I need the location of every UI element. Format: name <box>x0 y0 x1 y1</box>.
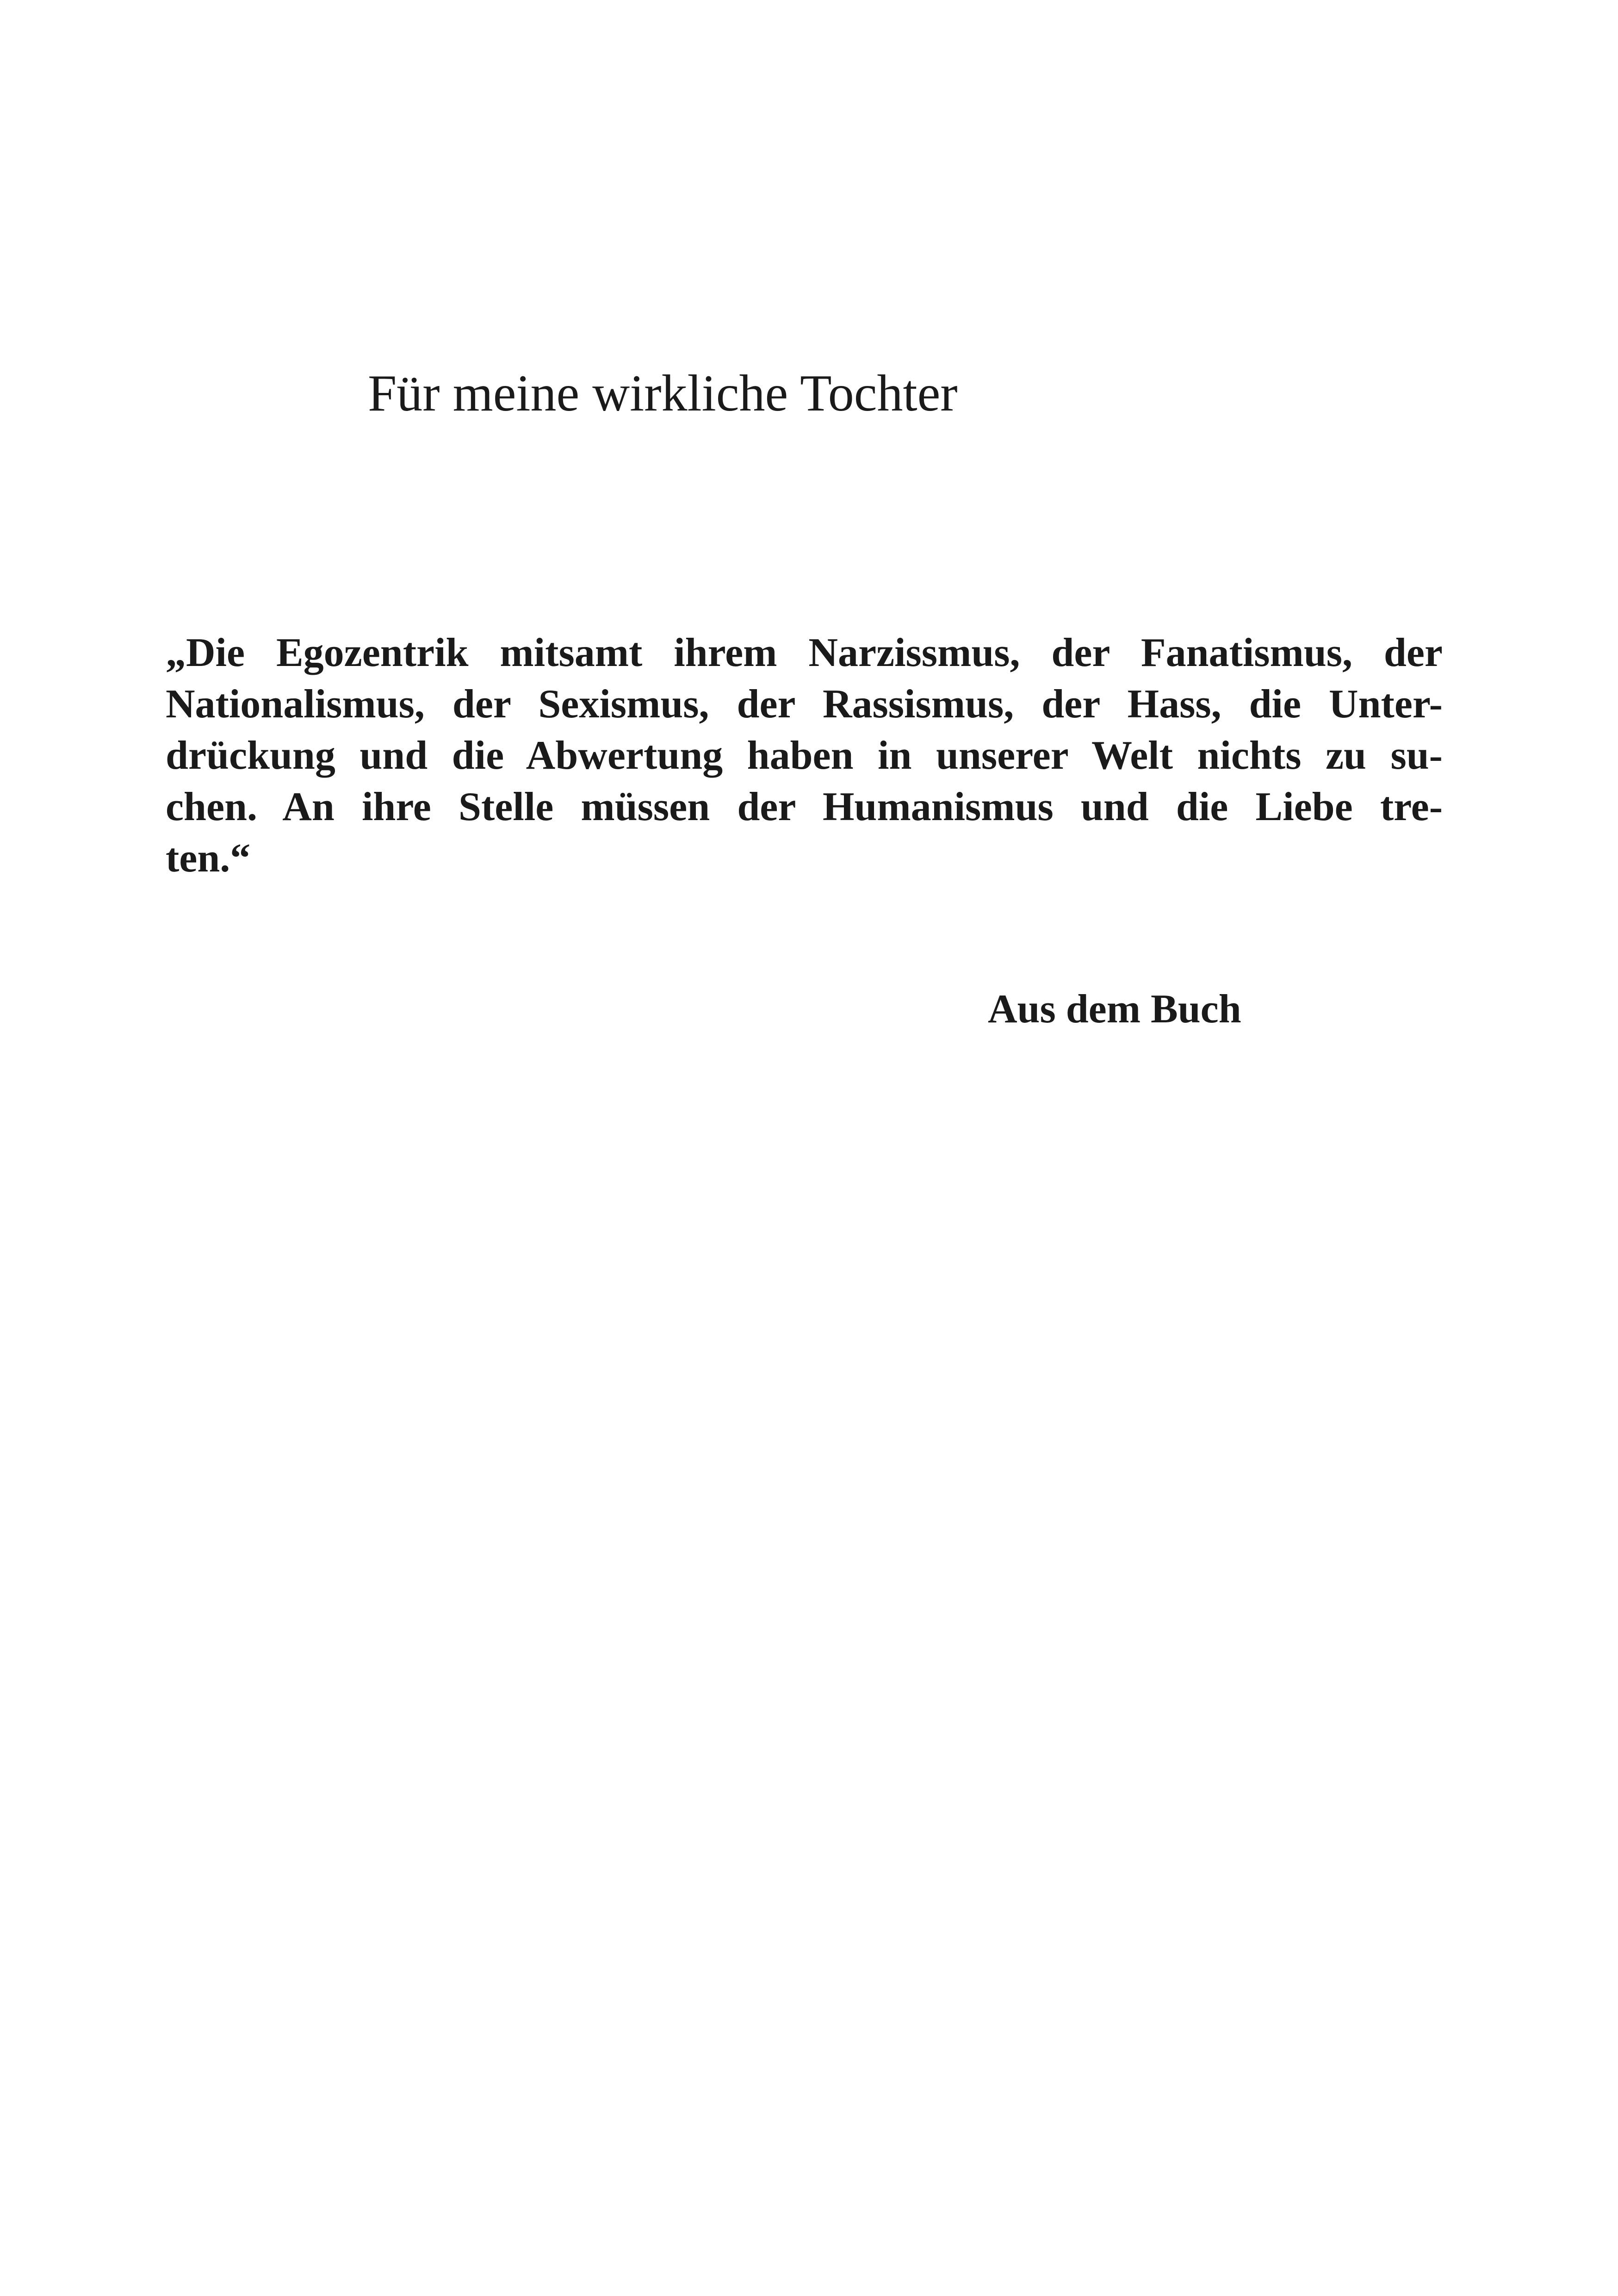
quote-attribution: Aus dem Buch <box>988 987 1241 1032</box>
quote-line: chen. An ihre Stelle müssen der Humanismus und die Liebe tre- <box>166 784 1443 829</box>
quote-line: ten.“ <box>166 836 251 881</box>
quote-line: „Die Egozentrik mitsamt ihrem Narzissmus, der Fanatismus, der <box>166 630 1443 675</box>
quote-line: Nationalismus, der Sexismus, der Rassismus, der Hass, die Unter- <box>166 682 1443 727</box>
dedication-heading: Für meine wirkliche Tochter <box>368 365 958 422</box>
epigraph-quote <box>166 627 1443 884</box>
quote-line: drückung und die Abwertung haben in unserer Welt nichts zu su- <box>166 733 1443 778</box>
